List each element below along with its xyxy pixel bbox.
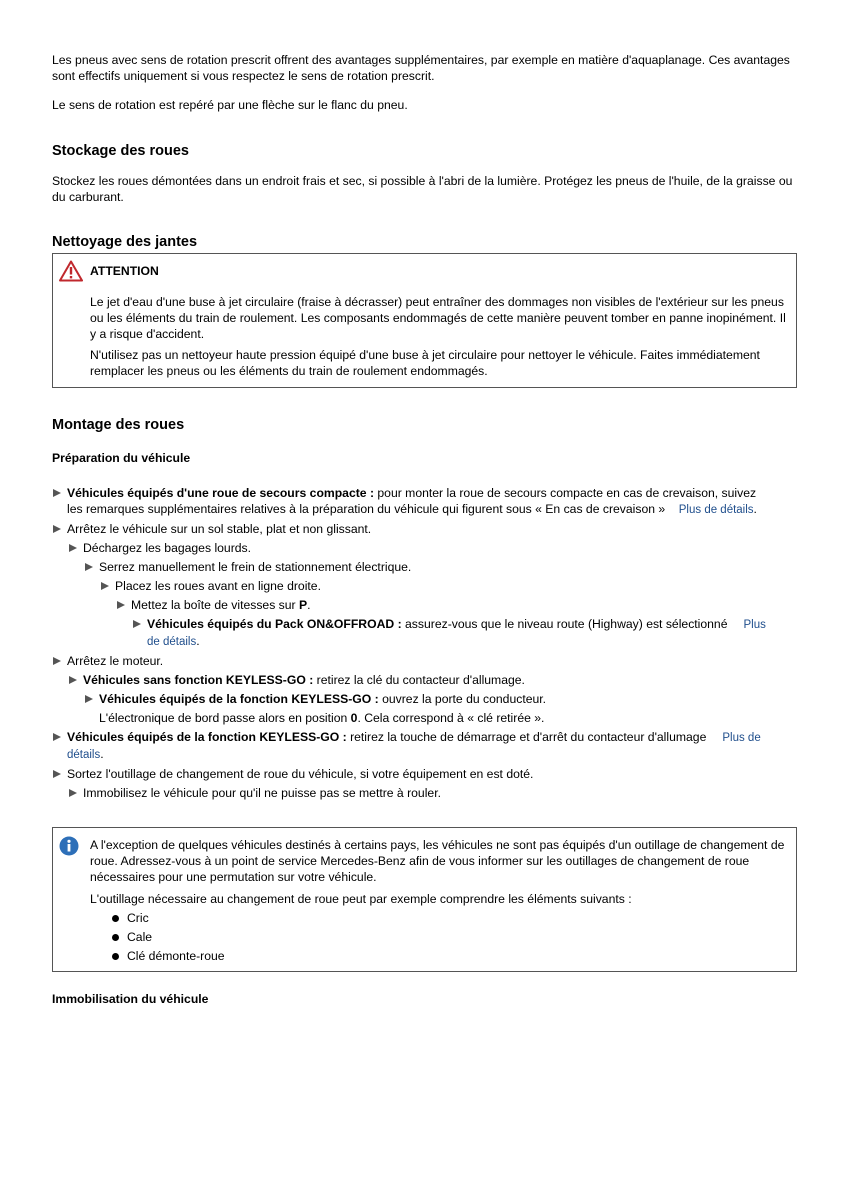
step-text: retirez la clé du contacteur d'allumage. (313, 673, 525, 687)
step-item (52, 729, 797, 763)
info-paragraph-1: A l'exception de quelques véhicules destinés à certains pays, les véhicules ne sont pas équipés d'un outillage de changement de roue. Adressez-vous à un point de service Mercedes-Benz afin de vous informer sur les outillages de changement de roue nécessaires pour une permutation sur votre véhicule. (90, 838, 785, 884)
warning-paragraph-2: N'utilisez pas un nettoyeur haute pression équipé d'une buse à jet circulaire pour nettoyer le véhicule. Faites immédiatement remplacer les pneus ou les éléments du train de roulement endommagés. (90, 348, 760, 378)
step-item (52, 766, 797, 782)
mounting-heading: Montage des roues (52, 417, 185, 433)
step-text: . (196, 634, 200, 648)
step-text: Arrêtez le véhicule sur un sol stable, plat et non glissant. (67, 522, 372, 536)
more-details-link[interactable]: Plus (743, 619, 766, 631)
more-details-link[interactable]: Plus de détails (678, 504, 754, 516)
step-bold-text: Véhicules équipés d'une roue de secours compacte : (67, 486, 375, 500)
triangle-bullet-icon (53, 525, 61, 533)
list-item-text: Cric (127, 911, 149, 925)
warning-box (52, 253, 797, 388)
triangle-bullet-icon (101, 582, 109, 590)
step-item (52, 597, 797, 613)
triangle-bullet-icon (117, 601, 125, 609)
step-result (99, 710, 797, 726)
list-item-text: Cale (127, 930, 153, 944)
steps-list (52, 485, 797, 801)
list-item (90, 929, 796, 948)
step-text: Immobilisez le véhicule pour qu'il ne puisse pas se mettre à rouler. (83, 786, 441, 800)
more-details-link[interactable]: détails (67, 749, 101, 761)
list-item-text: Clé démonte-roue (127, 949, 225, 963)
step-text: . (307, 598, 311, 612)
more-details-link[interactable]: Plus de (722, 732, 761, 744)
step-text: pour monter la roue de secours compacte en cas de crevaison, suivez (374, 486, 757, 500)
intro-paragraph-1: Les pneus avec sens de rotation prescrit offrent des avantages supplémentaires, par exemple en matière d'aquaplanage. Ces avantages sont effectifs uniquement si vous respectez le sens de rotation prescrit. (52, 53, 790, 83)
tool-list (90, 910, 796, 967)
intro-paragraph-2: Le sens de rotation est repéré par une flèche sur le flanc du pneu. (52, 98, 408, 112)
step-bold-text: Véhicules équipés de la fonction KEYLESS-GO : (67, 730, 347, 744)
triangle-bullet-icon (69, 676, 77, 684)
bullet-dot-icon (112, 934, 119, 941)
step-item (52, 616, 797, 650)
step-item (52, 559, 797, 575)
step-text: L'électronique de bord passe alors en position (99, 711, 351, 725)
step-item (52, 785, 797, 801)
step-item (52, 691, 797, 726)
step-text: Mettez la boîte de vitesses sur (131, 598, 299, 612)
ignition-position: 0 (350, 711, 358, 725)
more-details-link[interactable]: de détails (147, 636, 197, 648)
triangle-bullet-icon (69, 789, 77, 797)
step-text: Arrêtez le moteur. (67, 654, 164, 668)
preparation-subheading: Préparation du véhicule (52, 451, 191, 465)
step-bold-text: Véhicules équipés du Pack ON&OFFROAD : (147, 617, 402, 631)
info-box (52, 827, 797, 972)
step-text: retirez la touche de démarrage et d'arrêt du contacteur d'allumage (346, 730, 707, 744)
step-text: Déchargez les bagages lourds. (83, 541, 252, 555)
step-text: assurez-vous que le niveau route (Highway) est sélectionné (401, 617, 728, 631)
step-item: Véhicules équipés d'une roue de secours compacte : pour monter la roue de secours compacte en cas de crevaison, suivez les remarques supplémentaires relatives à la préparation du véhicule qui figurent sous « En cas de crevaison » Plus de détails. (52, 485, 797, 518)
info-circle-icon (59, 836, 79, 856)
step-text: les remarques supplémentaires relatives à la préparation du véhicule qui figurent sous « En cas de crevaison » (67, 502, 666, 516)
storage-heading: Stockage des roues (52, 143, 189, 159)
bullet-dot-icon (112, 915, 119, 922)
step-text: . (100, 747, 104, 761)
step-text: Serrez manuellement le frein de stationnement électrique. (99, 560, 412, 574)
triangle-bullet-icon (85, 695, 93, 703)
step-item (52, 672, 797, 688)
step-item (52, 578, 797, 594)
triangle-bullet-icon (53, 770, 61, 778)
step-bold-text: Véhicules sans fonction KEYLESS-GO : (83, 673, 314, 687)
triangle-bullet-icon (53, 489, 61, 497)
triangle-bullet-icon (133, 620, 141, 628)
warning-triangle-icon (59, 260, 83, 282)
warning-title: ATTENTION (90, 264, 159, 278)
triangle-bullet-icon (69, 544, 77, 552)
step-text: . Cela correspond à « clé retirée ». (357, 711, 545, 725)
triangle-bullet-icon (53, 733, 61, 741)
document-page (52, 52, 797, 1007)
bullet-dot-icon (112, 953, 119, 960)
info-paragraph-2: L'outillage nécessaire au changement de roue peut par exemple comprendre les éléments suivants : (90, 892, 632, 906)
gear-position: P (299, 598, 308, 612)
list-item (90, 948, 796, 967)
triangle-bullet-icon (53, 657, 61, 665)
step-text: ouvrez la porte du conducteur. (378, 692, 547, 706)
warning-paragraph-1: Le jet d'eau d'une buse à jet circulaire (fraise à décrasser) peut entraîner des dommages non visibles de l'extérieur sur les pneus ou les éléments du train de roulement. Les composants endommagés de cette manière peuvent tomber en panne inopinément. Il y a risque d'accident. (90, 295, 786, 341)
step-text: Sortez l'outillage de changement de roue du véhicule, si votre équipement en est doté. (67, 767, 534, 781)
storage-paragraph: Stockez les roues démontées dans un endroit frais et sec, si possible à l'abri de la lumière. Protégez les pneus de l'huile, de la graisse ou du carburant. (52, 174, 793, 204)
cleaning-heading: Nettoyage des jantes (52, 234, 198, 250)
step-item (52, 653, 797, 669)
step-text: Placez les roues avant en ligne droite. (115, 579, 321, 593)
step-item (52, 521, 797, 537)
step-item (52, 540, 797, 556)
immobilisation-subheading: Immobilisation du véhicule (52, 992, 209, 1006)
triangle-bullet-icon (85, 563, 93, 571)
step-bold-text: Véhicules équipés de la fonction KEYLESS-GO : (99, 692, 379, 706)
list-item (90, 910, 796, 929)
